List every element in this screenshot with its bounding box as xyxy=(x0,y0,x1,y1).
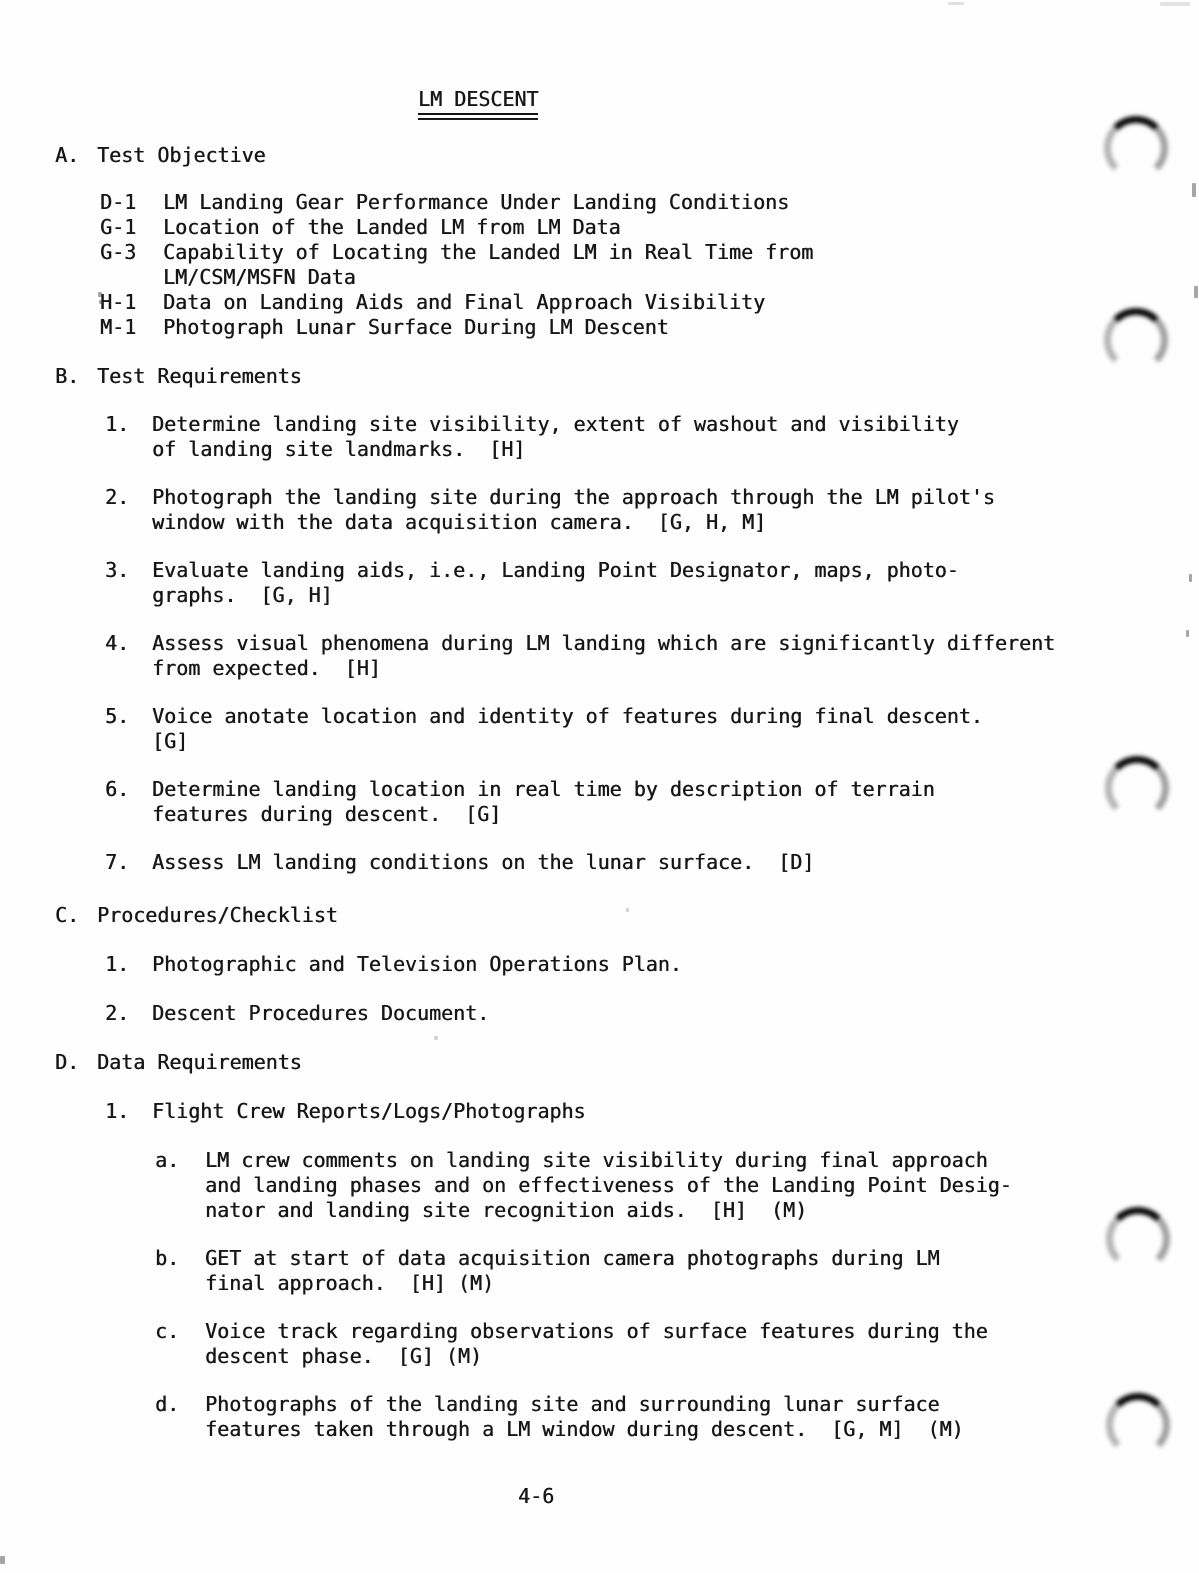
requirement-item xyxy=(105,777,1085,827)
item-text: [G] xyxy=(152,729,189,753)
item-text: Descent Procedures Document. xyxy=(152,1001,490,1025)
item-number: 6. xyxy=(105,777,130,801)
objective-code: M-1 xyxy=(100,315,137,339)
binder-hole-shadow xyxy=(1106,1393,1170,1457)
objective-row xyxy=(100,290,1085,315)
section-test-objective xyxy=(0,143,1085,340)
scan-speck xyxy=(1160,2,1190,6)
requirement-item xyxy=(105,631,1085,681)
section-label: A. xyxy=(55,143,80,167)
subitem-text: and landing phases and on effectiveness of the Landing Point Desig- xyxy=(205,1173,1012,1197)
section-heading: Test Requirements xyxy=(97,364,302,388)
objective-text: LM/CSM/MSFN Data xyxy=(163,265,356,289)
scan-speck xyxy=(1194,286,1198,298)
requirement-item xyxy=(105,412,1085,462)
objective-row xyxy=(100,190,1085,215)
page-number: 4-6 xyxy=(518,1484,555,1508)
item-text: Assess LM landing conditions on the lunar surface. [D] xyxy=(152,850,815,874)
item-text: Determine landing location in real time by description of terrain xyxy=(152,777,935,801)
section-heading: Data Requirements xyxy=(97,1050,302,1074)
section-label: B. xyxy=(55,364,80,388)
subitem-letter: d. xyxy=(155,1392,180,1416)
subitem-text: Voice track regarding observations of surface features during the xyxy=(205,1319,988,1343)
item-text: Evaluate landing aids, i.e., Landing Point Designator, maps, photo- xyxy=(152,558,959,582)
scan-speck xyxy=(98,292,102,297)
binder-hole-shadow xyxy=(1105,756,1169,820)
section-label: C. xyxy=(55,903,80,927)
item-text: from expected. [H] xyxy=(152,656,381,680)
scan-speck xyxy=(626,908,629,912)
section-heading: Procedures/Checklist xyxy=(97,903,338,927)
subitem-letter: b. xyxy=(155,1246,180,1270)
page-title-text: LM DESCENT xyxy=(418,87,538,115)
data-requirement-item xyxy=(105,1099,1085,1124)
data-subitem xyxy=(155,1319,1085,1369)
item-text: Photographic and Television Operations Plan. xyxy=(152,952,682,976)
objective-row xyxy=(100,215,1085,240)
item-text: features during descent. [G] xyxy=(152,802,502,826)
binder-hole-shadow xyxy=(1104,116,1168,180)
item-text: Assess visual phenomena during LM landing which are significantly different xyxy=(152,631,1056,655)
data-subitem xyxy=(155,1392,1085,1442)
procedure-item xyxy=(105,952,1085,977)
subitem-text: descent phase. [G] (M) xyxy=(205,1344,482,1368)
objective-code: D-1 xyxy=(100,190,137,214)
requirement-item xyxy=(105,485,1085,535)
page-title xyxy=(418,87,538,120)
objective-code: G-1 xyxy=(100,215,137,239)
item-number: 4. xyxy=(105,631,130,655)
objective-row xyxy=(100,240,1085,290)
subitem-text: GET at start of data acquisition camera photographs during LM xyxy=(205,1246,940,1270)
subitem-letter: a. xyxy=(155,1148,180,1172)
scan-speck xyxy=(1192,183,1196,197)
item-text: window with the data acquisition camera. [G, H, M] xyxy=(152,510,767,534)
subitem-text: nator and landing site recognition aids. [H] (M) xyxy=(205,1198,808,1222)
scan-speck xyxy=(1186,630,1189,637)
item-number: 3. xyxy=(105,558,130,582)
scan-speck xyxy=(1189,574,1192,582)
item-text: of landing site landmarks. [H] xyxy=(152,437,526,461)
subitem-letter: c. xyxy=(155,1319,180,1343)
objective-text: LM Landing Gear Performance Under Landing Conditions xyxy=(163,190,790,214)
section-heading: Test Objective xyxy=(97,143,266,167)
scan-speck xyxy=(99,300,102,304)
scan-speck xyxy=(434,1036,438,1040)
section-label: D. xyxy=(55,1050,80,1074)
section-procedures-checklist xyxy=(0,903,1085,1026)
item-text: graphs. [G, H] xyxy=(152,583,333,607)
objective-code: H-1 xyxy=(100,290,137,314)
item-text: Determine landing site visibility, extent of washout and visibility xyxy=(152,412,959,436)
binder-hole-shadow xyxy=(1106,1207,1170,1271)
requirement-item xyxy=(105,704,1085,754)
section-test-requirements xyxy=(0,364,1085,875)
subitem-text: features taken through a LM window during descent. [G, M] (M) xyxy=(205,1417,964,1441)
requirement-item xyxy=(105,558,1085,608)
data-subitem xyxy=(155,1148,1085,1223)
subitem-text: Photographs of the landing site and surrounding lunar surface xyxy=(205,1392,940,1416)
section-data-requirements xyxy=(0,1050,1085,1442)
item-number: 2. xyxy=(105,485,130,509)
item-text: Flight Crew Reports/Logs/Photographs xyxy=(152,1099,586,1123)
item-number: 5. xyxy=(105,704,130,728)
scan-speck xyxy=(0,1556,5,1564)
objective-code: G-3 xyxy=(100,240,137,264)
subitem-text: LM crew comments on landing site visibility during final approach xyxy=(205,1148,988,1172)
objective-text: Capability of Locating the Landed LM in Real Time from xyxy=(163,240,814,264)
item-number: 2. xyxy=(105,1001,130,1025)
objective-row xyxy=(100,315,1085,340)
item-number: 7. xyxy=(105,850,130,874)
procedure-item xyxy=(105,1001,1085,1026)
objective-text: Location of the Landed LM from LM Data xyxy=(163,215,621,239)
objective-text: Data on Landing Aids and Final Approach Visibility xyxy=(163,290,766,314)
subitem-text: final approach. [H] (M) xyxy=(205,1271,494,1295)
data-subitem xyxy=(155,1246,1085,1296)
item-number: 1. xyxy=(105,412,130,436)
item-number: 1. xyxy=(105,952,130,976)
item-number: 1. xyxy=(105,1099,130,1123)
binder-hole-shadow xyxy=(1104,308,1168,372)
objective-text: Photograph Lunar Surface During LM Descent xyxy=(163,315,669,339)
scan-speck xyxy=(948,2,964,5)
item-text: Voice anotate location and identity of features during final descent. xyxy=(152,704,983,728)
item-text: Photograph the landing site during the approach through the LM pilot's xyxy=(152,485,995,509)
requirement-item xyxy=(105,850,1085,875)
